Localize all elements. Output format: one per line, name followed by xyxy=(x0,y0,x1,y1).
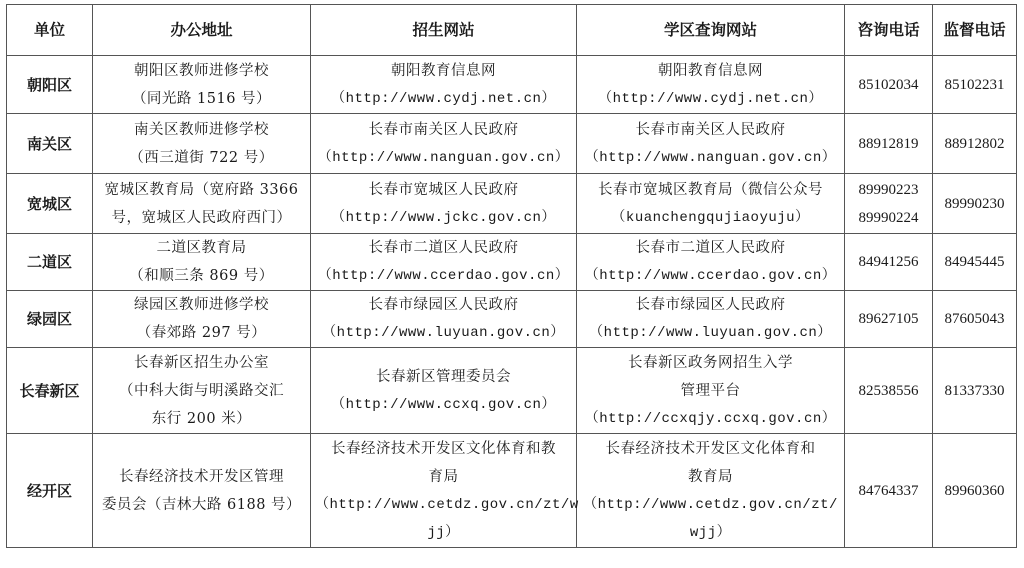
header-row xyxy=(7,5,1017,56)
district-query-cell-line: （http://www.luyuan.gov.cn） xyxy=(589,325,832,341)
table-row xyxy=(7,56,1017,114)
office-address-cell xyxy=(93,291,311,348)
table-row xyxy=(7,234,1017,291)
enroll-site-cell xyxy=(311,56,577,114)
supervise-phone-cell: 81337330 xyxy=(933,348,1017,434)
office-address-cell-line: 东行 200 米） xyxy=(151,410,252,427)
office-address-cell-line: （春郊路 297 号） xyxy=(136,325,267,341)
enroll-site-cell xyxy=(311,348,577,434)
supervise-phone-cell: 87605043 xyxy=(933,291,1017,348)
unit-cell: 绿园区 xyxy=(7,291,93,348)
enroll-site-cell xyxy=(311,234,577,291)
enroll-site-cell xyxy=(311,174,577,234)
enroll-site-cell-line: 长春市绿园区人民政府 xyxy=(368,297,519,313)
office-address-cell xyxy=(93,174,311,234)
office-address-cell-line: 长春经济技术开发区管理 xyxy=(119,468,284,485)
office-address-cell xyxy=(93,348,311,434)
enroll-site-cell-line: 长春市二道区人民政府 xyxy=(368,240,519,256)
district-query-cell-line: 长春经济技术开发区文化体育和 xyxy=(605,440,816,457)
district-query-cell-line: 长春市绿园区人民政府 xyxy=(635,297,786,313)
enroll-site-cell-line: 长春新区管理委员会 xyxy=(376,368,511,385)
unit-cell: 经开区 xyxy=(7,434,93,548)
district-query-cell xyxy=(577,114,845,174)
consult-phone-cell xyxy=(845,56,933,114)
enroll-site-cell xyxy=(311,114,577,174)
office-address-cell-line: （和顺三条 869 号） xyxy=(129,268,274,284)
district-query-cell-line: （http://www.cetdz.gov.cn/zt/ xyxy=(583,496,838,513)
office-address-cell-line: 委员会（吉林大路 6188 号） xyxy=(101,496,302,513)
office-address-cell xyxy=(93,114,311,174)
office-address-cell-line: 二道区教育局 xyxy=(156,240,247,256)
supervise-phone-cell: 89960360 xyxy=(933,434,1017,548)
district-query-cell-line: 长春市宽城区教育局（微信公众号 xyxy=(598,181,823,198)
office-address-cell-line: 朝阳区教师进修学校 xyxy=(134,62,269,79)
district-query-cell-line: （http://www.ccerdao.gov.cn） xyxy=(584,268,837,284)
office-address-cell-line: （同光路 1516 号） xyxy=(131,90,272,107)
office-address-cell-line: （中科大街与明溪路交汇 xyxy=(119,382,284,399)
district-query-cell-line: （http://www.cydj.net.cn） xyxy=(598,90,823,107)
office-address-cell xyxy=(93,234,311,291)
table-row xyxy=(7,114,1017,174)
district-query-cell-line: 长春市二道区人民政府 xyxy=(635,240,786,256)
district-query-cell xyxy=(577,291,845,348)
header-supervise-phone: 监督电话 xyxy=(933,5,1017,56)
enroll-site-cell-line: 长春市南关区人民政府 xyxy=(368,121,519,138)
consult-phone-cell-line: 84764337 xyxy=(858,482,919,499)
consult-phone-cell xyxy=(845,348,933,434)
consult-phone-cell-line: 88912819 xyxy=(858,135,919,152)
consult-phone-cell xyxy=(845,234,933,291)
consult-phone-cell xyxy=(845,434,933,548)
enroll-site-cell-line: jj） xyxy=(427,524,460,541)
district-query-cell-line: 朝阳教育信息网 xyxy=(658,62,763,79)
consult-phone-cell xyxy=(845,291,933,348)
district-query-cell xyxy=(577,56,845,114)
office-address-cell xyxy=(93,56,311,114)
enroll-site-cell xyxy=(311,434,577,548)
header-unit: 单位 xyxy=(7,5,93,56)
district-query-cell-line: wjj） xyxy=(689,524,732,541)
consult-phone-cell-line: 82538556 xyxy=(858,382,919,399)
contact-table xyxy=(6,4,1017,548)
table-row xyxy=(7,348,1017,434)
supervise-phone-cell: 88912802 xyxy=(933,114,1017,174)
office-address-cell-line: 宽城区教育局（宽府路 3366 xyxy=(104,181,299,198)
office-address-cell-line: 绿园区教师进修学校 xyxy=(134,297,269,313)
enroll-site-cell-line: （http://www.cydj.net.cn） xyxy=(331,90,556,107)
unit-cell: 宽城区 xyxy=(7,174,93,234)
header-office-address: 办公地址 xyxy=(93,5,311,56)
header-enroll-site: 招生网站 xyxy=(311,5,577,56)
enroll-site-cell-line: 育局 xyxy=(428,468,459,485)
district-query-cell-line: （kuanchengqujiaoyuju） xyxy=(611,209,810,226)
district-query-cell xyxy=(577,434,845,548)
enroll-site-cell-line: 朝阳教育信息网 xyxy=(391,62,496,79)
consult-phone-cell-line: 89627105 xyxy=(858,311,919,327)
header-consult-phone: 咨询电话 xyxy=(845,5,933,56)
table-row xyxy=(7,291,1017,348)
district-query-cell-line: 教育局 xyxy=(688,468,733,485)
enroll-site-cell-line: （http://www.luyuan.gov.cn） xyxy=(322,325,565,341)
office-address-cell-line: （西三道街 722 号） xyxy=(129,149,274,166)
supervise-phone-cell: 89990230 xyxy=(933,174,1017,234)
district-query-cell xyxy=(577,174,845,234)
enroll-site-cell-line: 长春经济技术开发区文化体育和教 xyxy=(331,440,556,457)
unit-cell: 南关区 xyxy=(7,114,93,174)
district-query-cell-line: 长春市南关区人民政府 xyxy=(635,121,786,138)
consult-phone-cell xyxy=(845,174,933,234)
consult-phone-cell-line: 84941256 xyxy=(858,254,919,270)
office-address-cell-line: 号，宽城区人民政府西门） xyxy=(111,209,292,226)
consult-phone-cell-line: 85102034 xyxy=(858,76,919,93)
consult-phone-cell-line: 89990224 xyxy=(858,209,919,226)
district-query-cell xyxy=(577,348,845,434)
office-address-cell xyxy=(93,434,311,548)
consult-phone-cell-line: 89990223 xyxy=(858,181,919,198)
office-address-cell-line: 南关区教师进修学校 xyxy=(134,121,269,138)
district-query-cell-line: （http://ccxqjy.ccxq.gov.cn） xyxy=(584,410,837,427)
header-district-query-site: 学区查询网站 xyxy=(577,5,845,56)
supervise-phone-cell: 85102231 xyxy=(933,56,1017,114)
enroll-site-cell-line: （http://www.nanguan.gov.cn） xyxy=(317,149,570,166)
unit-cell: 长春新区 xyxy=(7,348,93,434)
consult-phone-cell xyxy=(845,114,933,174)
enroll-site-cell xyxy=(311,291,577,348)
district-query-cell-line: 管理平台 xyxy=(680,382,741,399)
unit-cell: 二道区 xyxy=(7,234,93,291)
unit-cell: 朝阳区 xyxy=(7,56,93,114)
enroll-site-cell-line: （http://www.jckc.gov.cn） xyxy=(331,209,556,226)
enroll-site-cell-line: （http://www.cetdz.gov.cn/zt/w xyxy=(315,496,579,513)
table-row xyxy=(7,174,1017,234)
enroll-site-cell-line: 长春市宽城区人民政府 xyxy=(368,181,519,198)
district-query-cell xyxy=(577,234,845,291)
table-row xyxy=(7,434,1017,548)
supervise-phone-cell: 84945445 xyxy=(933,234,1017,291)
enroll-site-cell-line: （http://www.ccxq.gov.cn） xyxy=(331,396,556,413)
office-address-cell-line: 长春新区招生办公室 xyxy=(134,354,269,371)
district-query-cell-line: 长春新区政务网招生入学 xyxy=(628,354,793,371)
enroll-site-cell-line: （http://www.ccerdao.gov.cn） xyxy=(317,268,570,284)
district-query-cell-line: （http://www.nanguan.gov.cn） xyxy=(584,149,837,166)
